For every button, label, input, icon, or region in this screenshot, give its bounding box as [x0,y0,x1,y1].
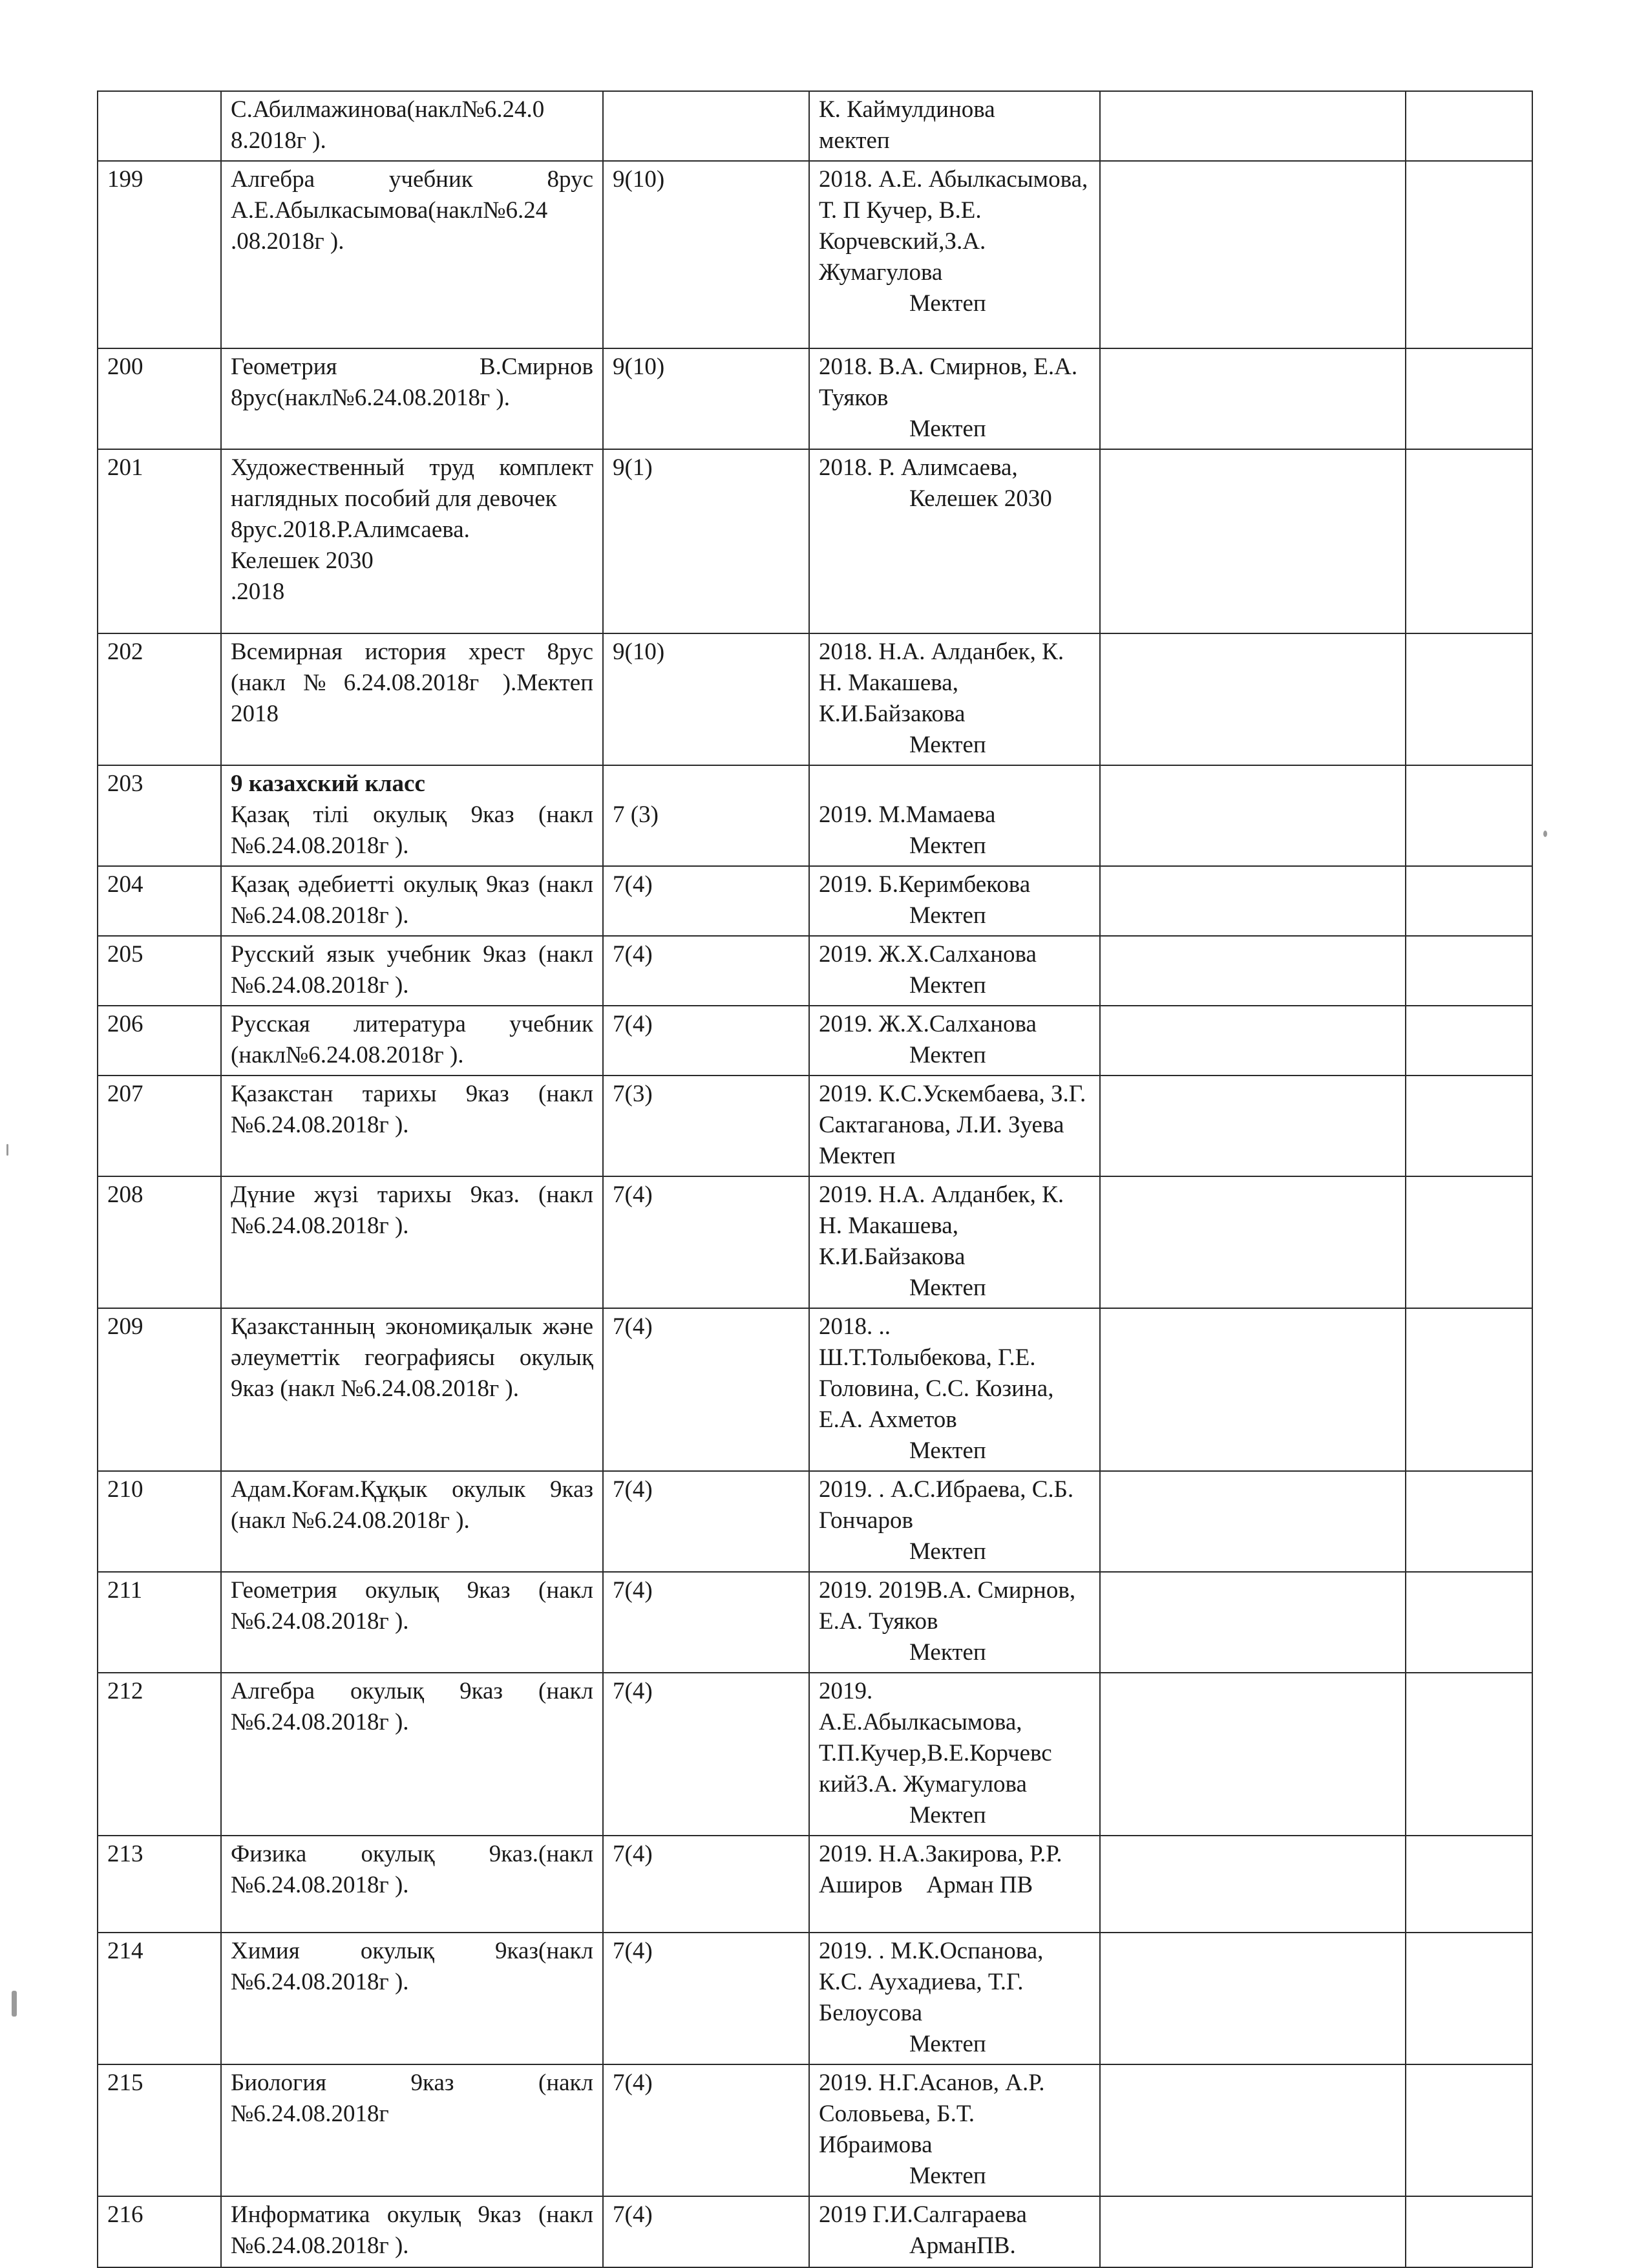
row-number: 215 [107,2070,143,2096]
grade-quantity: 7(4) [613,1678,653,1704]
author-line: 2018. В.А. Смирнов, Е.А. Туяков [819,354,1084,411]
textbook-title-line: 8рус.2018.Р.Алимсаева. [231,516,470,543]
publisher-name: Мектеп [909,1639,986,1666]
section-heading: 9 казахский класс [231,770,425,797]
table-row [98,1933,1532,2064]
row-number: 203 [107,770,143,797]
spacer [613,768,799,800]
textbook-inventory-table [97,90,1533,2268]
empty-cell [1406,866,1532,936]
publisher-name: Мектеп [909,902,986,929]
empty-cell [1406,161,1532,348]
empty-cell [1100,936,1406,1006]
grade-quantity-cell [603,936,809,1006]
grade-quantity-cell [603,1006,809,1076]
empty-cell [1100,1572,1406,1673]
row-number-cell [98,1006,221,1076]
textbook-title-line: Физика окулық 9каз.(накл №6.24.08.2018г ). [231,1841,593,1898]
grade-quantity-cell [603,91,809,161]
author-publisher-cell [809,1933,1100,2064]
author-line: 2019. . А.С.Ибраева, С.Б. Гончаров [819,1476,1080,1534]
textbook-title-line: Информатика окулық 9каз (накл №6.24.08.2018г ). [231,2201,593,2259]
publisher-name: АрманПВ. [909,2232,1016,2259]
author-line: мектеп [819,127,890,154]
publisher-name: Мектеп [909,1437,986,1464]
textbook-title-cell [221,161,603,348]
grade-quantity-cell [603,1308,809,1471]
row-number: 211 [107,1577,143,1604]
row-number: 214 [107,1938,143,1964]
row-number: 216 [107,2201,143,2228]
publisher-name: Мектеп [909,732,986,758]
grade-quantity-cell [603,1076,809,1176]
empty-cell [1406,936,1532,1006]
textbook-title-cell [221,1308,603,1471]
author-line: 2019. К.С.Ускембаева, З.Г. Сактаганова, Л.И. Зуева Мектеп [819,1081,1092,1169]
grade-quantity: 7(4) [613,2070,653,2096]
author-publisher-cell [809,1673,1100,1836]
row-number: 201 [107,454,143,481]
table-row [98,1006,1532,1076]
textbook-title-line: .2018 [231,578,285,605]
grade-quantity: 7(4) [613,941,653,968]
grade-quantity-cell [603,449,809,633]
author-line: 2019. [819,1678,873,1704]
author-line: 2019. 2019В.А. Смирнов, Е.А. Туяков [819,1577,1082,1635]
empty-cell [1100,348,1406,449]
author-publisher-cell [809,1471,1100,1572]
textbook-title-line: .08.2018г ). [231,228,344,255]
scan-speck [12,1991,17,2017]
table-row [98,449,1532,633]
empty-cell [1406,449,1532,633]
table-row [98,1836,1532,1933]
empty-cell [1406,2196,1532,2267]
author-line: 2019. Ж.Х.Салханова [819,1011,1037,1037]
author-line: 2018. А.Е. Абылкасымова, Т. П Кучер, В.Е. Корчевский,З.А. Жумагулова [819,166,1094,286]
textbook-title-line: Дүние жүзі тарихы 9каз. (накл №6.24.08.2018г ). [231,1182,593,1239]
row-number-cell [98,449,221,633]
author-publisher-cell [809,1006,1100,1076]
empty-cell [1100,633,1406,765]
grade-quantity: 9(1) [613,454,653,481]
row-number-cell [98,633,221,765]
table-row [98,91,1532,161]
row-number: 208 [107,1182,143,1208]
author-publisher-cell [809,866,1100,936]
textbook-title-line: Биология 9каз (накл №6.24.08.2018г [231,2070,593,2127]
author-line: 2018. Н.А. Алданбек, К. Н. Макашева, К.И.Байзакова [819,639,1070,727]
grade-quantity: 7(4) [613,1938,653,1964]
grade-quantity-cell [603,866,809,936]
row-number-cell [98,866,221,936]
empty-cell [1406,1006,1532,1076]
textbook-title-line: Геометрия окулық 9каз (накл №6.24.08.2018г ). [231,1577,593,1635]
row-number: 209 [107,1313,143,1340]
textbook-title-cell [221,2196,603,2267]
grade-quantity-cell [603,2064,809,2196]
textbook-title-cell [221,765,603,866]
publisher-name: Келешек 2030 [909,485,1052,512]
author-line: 2019. Б.Керимбекова [819,871,1031,898]
empty-cell [1406,1176,1532,1308]
grade-quantity-cell [603,161,809,348]
table-row [98,765,1532,866]
empty-cell [1406,1673,1532,1836]
publisher-name: Мектеп [909,1275,986,1301]
textbook-title-cell [221,348,603,449]
author-line: 2019. . М.К.Оспанова, К.С. Аухадиева, Т.Г. Белоусова [819,1938,1050,2026]
textbook-title-line: Қазақ тілі окулық 9каз (накл №6.24.08.2018г ). [231,801,593,859]
row-number: 212 [107,1678,143,1704]
empty-cell [1100,866,1406,936]
author-publisher-cell [809,1076,1100,1176]
textbook-title-line: Художественный труд комплект наглядных пособий для девочек [231,454,593,512]
author-publisher-cell [809,348,1100,449]
textbook-title-line: Алгебра окулық 9каз (накл №6.24.08.2018г ). [231,1678,593,1735]
row-number: 213 [107,1841,143,1867]
textbook-title-line: Қазакстанның экономиқалык және әлеуметтік географиясы окулық 9каз (накл №6.24.08.2018г ). [231,1313,593,1402]
empty-cell [1406,1076,1532,1176]
textbook-title-line: С.Абилмажинова(накл№6.24.0 [231,96,545,123]
table-row [98,866,1532,936]
author-publisher-cell [809,633,1100,765]
table-body [98,91,1532,2267]
table-row [98,1176,1532,1308]
grade-quantity: 7(4) [613,1182,653,1208]
row-number: 206 [107,1011,143,1037]
author-line: 2019. Н.Г.Асанов, А.Р. Соловьева, Б.Т. Ибраимова [819,2070,1051,2158]
row-number-cell [98,1572,221,1673]
textbook-title-cell [221,2064,603,2196]
row-number: 207 [107,1081,143,1107]
empty-cell [1100,1933,1406,2064]
row-number-cell [98,936,221,1006]
grade-quantity: 7 (3) [613,801,659,828]
textbook-title-cell [221,1471,603,1572]
empty-cell [1100,1076,1406,1176]
publisher-name: Мектеп [909,1538,986,1565]
textbook-title-line: Химия окулық 9каз(накл №6.24.08.2018г ). [231,1938,593,1995]
grade-quantity-cell [603,633,809,765]
grade-quantity-cell [603,765,809,866]
textbook-title-line: Геометрия В.Смирнов 8рус(накл№6.24.08.2018г ). [231,354,593,411]
textbook-title-line: Қазақ әдебиетті окулық 9каз (накл №6.24.08.2018г ). [231,871,593,929]
grade-quantity: 7(4) [613,2201,653,2228]
empty-cell [1406,348,1532,449]
empty-cell [1100,1836,1406,1933]
table-row [98,1572,1532,1673]
author-line: 2019. Н.А.Закирова, Р.Р. Аширов Арман ПВ [819,1841,1068,1898]
author-line: 2019 Г.И.Салгараева [819,2201,1027,2228]
textbook-title-cell [221,1176,603,1308]
author-line: К. Каймулдинова [819,96,995,123]
textbook-title-cell [221,936,603,1006]
textbook-title-line: Қазакстан тарихы 9каз (накл №6.24.08.2018г ). [231,1081,593,1138]
empty-cell [1100,1308,1406,1471]
row-number-cell [98,2064,221,2196]
scan-speck [1543,831,1547,837]
author-publisher-cell [809,1176,1100,1308]
author-publisher-cell [809,765,1100,866]
author-publisher-cell [809,449,1100,633]
textbook-title-line: Алгебра учебник 8рус А.Е.Абылкасымова(накл№6.24 [231,166,593,224]
empty-cell [1100,161,1406,348]
textbook-title-cell [221,449,603,633]
author-publisher-cell [809,161,1100,348]
row-number-cell [98,91,221,161]
grade-quantity: 7(4) [613,1313,653,1340]
grade-quantity: 9(10) [613,354,665,380]
grade-quantity: 7(4) [613,1476,653,1503]
spacer [819,768,1090,800]
table-row [98,161,1532,348]
row-number-cell [98,1471,221,1572]
empty-cell [1100,1006,1406,1076]
publisher-name: Мектеп [909,290,986,317]
empty-cell [1100,2064,1406,2196]
textbook-title-line: Русская литература учебник (накл№6.24.08.2018г ). [231,1011,593,1068]
textbook-title-line: Русский язык учебник 9каз (накл №6.24.08.2018г ). [231,941,593,999]
empty-cell [1406,91,1532,161]
publisher-name: Мектеп [909,972,986,999]
textbook-title-cell [221,1006,603,1076]
row-number-cell [98,1176,221,1308]
grade-quantity-cell [603,348,809,449]
table-row [98,1673,1532,1836]
grade-quantity: 7(4) [613,871,653,898]
grade-quantity-cell [603,1836,809,1933]
empty-cell [1406,765,1532,866]
grade-quantity-cell [603,1176,809,1308]
row-number-cell [98,2196,221,2267]
row-number-cell [98,1836,221,1933]
publisher-name: Мектеп [909,2031,986,2057]
empty-cell [1406,1836,1532,1933]
publisher-name: Мектеп [909,2163,986,2189]
author-publisher-cell [809,2064,1100,2196]
table-row [98,348,1532,449]
empty-cell [1406,1933,1532,2064]
grade-quantity-cell [603,2196,809,2267]
author-publisher-cell [809,936,1100,1006]
empty-cell [1100,2196,1406,2267]
empty-cell [1100,449,1406,633]
grade-quantity-cell [603,1673,809,1836]
table-row [98,1076,1532,1176]
textbook-title-cell [221,1836,603,1933]
author-publisher-cell [809,1572,1100,1673]
row-number: 199 [107,166,143,193]
empty-cell [1100,91,1406,161]
grade-quantity-cell [603,1933,809,2064]
row-number-cell [98,1308,221,1471]
empty-cell [1406,1471,1532,1572]
grade-quantity: 7(4) [613,1011,653,1037]
row-number-cell [98,1933,221,2064]
empty-cell [1406,633,1532,765]
author-line: 2019. М.Мамаева [819,801,996,828]
textbook-title-line: 8.2018г ). [231,127,326,154]
grade-quantity: 7(4) [613,1577,653,1604]
author-publisher-cell [809,1836,1100,1933]
empty-cell [1406,1308,1532,1471]
row-number-cell [98,1673,221,1836]
grade-quantity-cell [603,1572,809,1673]
empty-cell [1406,1572,1532,1673]
scan-speck [6,1144,8,1156]
author-line: 2019. Ж.Х.Салханова [819,941,1037,968]
grade-quantity: 9(10) [613,166,665,193]
textbook-title-cell [221,1933,603,2064]
table-row [98,936,1532,1006]
author-publisher-cell [809,2196,1100,2267]
author-publisher-cell [809,1308,1100,1471]
author-line: 2019. Н.А. Алданбек, К. Н. Макашева, К.И.Байзакова [819,1182,1070,1270]
table-row [98,1471,1532,1572]
publisher-name: Мектеп [909,832,986,859]
textbook-title-cell [221,91,603,161]
row-number-cell [98,348,221,449]
author-publisher-cell [809,91,1100,161]
table-row [98,2064,1532,2196]
row-number: 202 [107,639,143,665]
empty-cell [1100,1673,1406,1836]
author-line: 2018. Р. Алимсаева, [819,454,1018,481]
row-number-cell [98,1076,221,1176]
empty-cell [1100,1176,1406,1308]
publisher-name: Мектеп [909,1042,986,1068]
row-number: 210 [107,1476,143,1503]
textbook-title-cell [221,1572,603,1673]
author-line: А.Е.Абылкасымова, Т.П.Кучер,В.Е.Корчевс кийЗ.А. Жумагулова [819,1709,1058,1797]
textbook-title-cell [221,1076,603,1176]
empty-cell [1100,1471,1406,1572]
author-line: 2018. .. [819,1313,891,1340]
textbook-title-line: Адам.Коғам.Құқык окулык 9каз (накл №6.24.08.2018г ). [231,1476,593,1534]
row-number: 200 [107,354,143,380]
row-number-cell [98,765,221,866]
textbook-title-line: Келешек 2030 [231,547,374,574]
textbook-title-cell [221,866,603,936]
table-row [98,2196,1532,2267]
author-line: Ш.Т.Толыбекова, Г.Е. Головина, С.С. Козина, Е.А. Ахметов [819,1344,1060,1433]
row-number: 205 [107,941,143,968]
table-row [98,633,1532,765]
grade-quantity: 7(3) [613,1081,653,1107]
publisher-name: Мектеп [909,416,986,442]
textbook-title-line: Всемирная история хрест 8рус (накл№6.24.08.2018г ).Мектеп 2018 [231,639,593,727]
grade-quantity-cell [603,1471,809,1572]
textbook-title-cell [221,1673,603,1836]
empty-cell [1100,765,1406,866]
empty-cell [1406,2064,1532,2196]
row-number: 204 [107,871,143,898]
textbook-title-cell [221,633,603,765]
publisher-name: Мектеп [909,1802,986,1828]
row-number-cell [98,161,221,348]
grade-quantity: 7(4) [613,1841,653,1867]
grade-quantity: 9(10) [613,639,665,665]
table-row [98,1308,1532,1471]
